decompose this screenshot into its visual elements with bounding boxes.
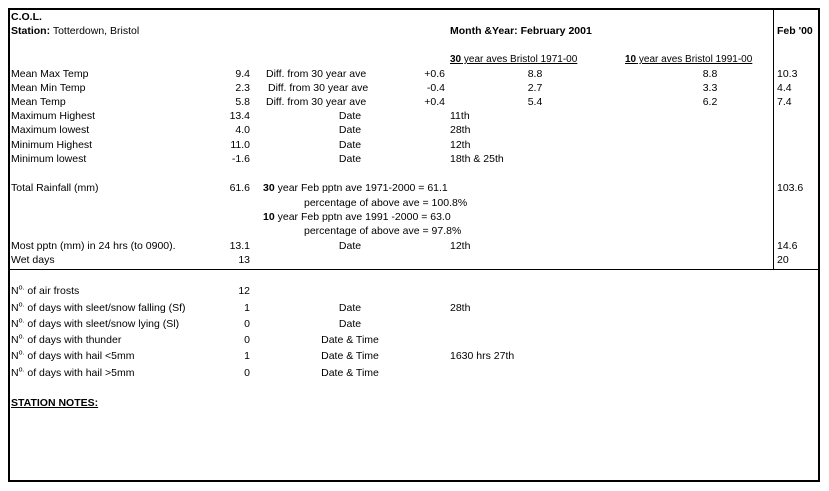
wet-days-prev: 20 xyxy=(777,254,789,266)
diff-label: Diff. from 30 year ave xyxy=(266,68,367,80)
diff-label: Diff. from 30 year ave xyxy=(266,96,367,108)
date-label: Date & Time xyxy=(321,367,379,379)
wet-days-value: 13 xyxy=(238,254,250,266)
extreme-value: -1.6 xyxy=(231,153,250,165)
wet-days-label: Wet days xyxy=(11,254,55,266)
count-text: of days with sleet/snow lying (Sl) xyxy=(24,318,180,330)
extreme-date: 11th xyxy=(450,110,470,122)
diff-value: +0.4 xyxy=(424,96,445,108)
count-date: 1630 hrs 27th xyxy=(450,350,515,362)
prev-year-column-divider xyxy=(773,10,774,269)
ave30-header-number: 30 xyxy=(450,54,462,65)
count-n: N xyxy=(11,334,19,346)
date-label: Date xyxy=(338,240,362,252)
temp-label: Mean Min Temp xyxy=(11,82,86,94)
station-label: Station: xyxy=(11,25,51,37)
count-label xyxy=(11,350,134,363)
most-pptn-value: 13.1 xyxy=(229,240,250,252)
count-value: 1 xyxy=(244,350,250,362)
ave10-header-number: 10 xyxy=(625,54,637,65)
date-label: Date & Time xyxy=(321,334,379,346)
most-pptn-date: 12th xyxy=(450,240,471,252)
count-n: N xyxy=(11,367,19,379)
date-label: Date & Time xyxy=(321,350,379,362)
prev-value: 4.4 xyxy=(777,82,792,94)
rainfall-prev: 103.6 xyxy=(777,182,804,194)
ave30-header xyxy=(450,53,577,66)
count-label xyxy=(11,367,134,380)
extreme-value: 4.0 xyxy=(235,124,250,136)
temp-value: 5.8 xyxy=(235,96,250,108)
count-n: N xyxy=(11,302,19,314)
ave30-value: 5.4 xyxy=(527,96,543,108)
count-label xyxy=(11,334,121,347)
most-pptn-prev: 14.6 xyxy=(777,240,798,252)
ave30-header-text: year aves Bristol 1971-00 xyxy=(461,54,578,65)
count-text: of days with hail >5mm xyxy=(24,367,135,379)
count-text: of air frosts xyxy=(24,285,80,297)
section-divider xyxy=(10,269,818,270)
ave10-value: 3.3 xyxy=(702,82,718,94)
rainfall-pct10: percentage of above ave = 97.8% xyxy=(304,225,462,237)
extreme-value: 11.0 xyxy=(230,139,250,151)
temp-value: 9.4 xyxy=(235,68,250,80)
extreme-label: Minimum Highest xyxy=(11,139,93,151)
date-label: Date xyxy=(338,302,362,314)
count-sup: o. xyxy=(18,333,25,341)
month-year: Month &Year: February 2001 xyxy=(450,25,592,37)
date-label: Date xyxy=(338,110,362,122)
count-n: N xyxy=(11,350,19,362)
rainfall-ave10-number: 10 xyxy=(263,211,275,223)
count-value: 0 xyxy=(244,334,250,346)
weather-report-sheet xyxy=(8,8,820,482)
rainfall-ave30-number: 30 xyxy=(263,182,275,194)
date-label: Date xyxy=(338,318,362,330)
count-sup: o. xyxy=(18,317,25,325)
ave10-value: 6.2 xyxy=(702,96,718,108)
count-label xyxy=(11,285,79,298)
extreme-label: Minimum lowest xyxy=(11,153,87,165)
rainfall-ave10-text: year Feb pptn ave 1991 -2000 = 63.0 xyxy=(274,211,451,223)
rainfall-ave30 xyxy=(263,182,448,195)
station-line xyxy=(11,25,139,38)
count-value: 0 xyxy=(244,318,250,330)
ave10-header xyxy=(625,53,752,66)
count-value: 1 xyxy=(244,302,250,314)
count-date: 28th xyxy=(450,302,471,314)
extreme-date: 28th xyxy=(450,124,471,136)
count-text: of days with sleet/snow falling (Sf) xyxy=(24,302,186,314)
temp-value: 2.3 xyxy=(235,82,250,94)
diff-value: -0.4 xyxy=(426,82,445,94)
count-label xyxy=(11,302,186,315)
count-n: N xyxy=(11,285,19,297)
ave30-value: 2.7 xyxy=(527,82,543,94)
temp-label: Mean Max Temp xyxy=(11,68,89,80)
extreme-label: Maximum lowest xyxy=(11,124,90,136)
extreme-date: 18th & 25th xyxy=(450,153,504,165)
count-text: of days with thunder xyxy=(24,334,122,346)
rainfall-ave10 xyxy=(263,211,451,224)
count-value: 12 xyxy=(238,285,250,297)
rainfall-pct30: percentage of above ave = 100.8% xyxy=(304,197,468,209)
extreme-value: 13.4 xyxy=(229,110,250,122)
diff-value: +0.6 xyxy=(424,68,445,80)
rainfall-value: 61.6 xyxy=(229,182,250,194)
diff-label: Diff. from 30 year ave xyxy=(268,82,369,94)
ave10-header-text: year aves Bristol 1991-00 xyxy=(636,54,753,65)
date-label: Date xyxy=(338,124,362,136)
extreme-date: 12th xyxy=(450,139,471,151)
most-pptn-label: Most pptn (mm) in 24 hrs (to 0900). xyxy=(11,240,176,252)
count-sup: o. xyxy=(18,284,25,292)
rainfall-label: Total Rainfall (mm) xyxy=(11,182,99,194)
count-sup: o. xyxy=(18,349,25,357)
station-name: Totterdown, Bristol xyxy=(52,25,140,37)
count-n: N xyxy=(11,318,19,330)
org-name: C.O.L. xyxy=(11,11,42,23)
count-text: of days with hail <5mm xyxy=(24,350,135,362)
temp-label: Mean Temp xyxy=(11,96,66,108)
count-label xyxy=(11,318,179,331)
rainfall-ave30-text: year Feb pptn ave 1971-2000 = 61.1 xyxy=(274,182,448,194)
prev-value: 10.3 xyxy=(777,68,798,80)
station-notes-title: STATION NOTES: xyxy=(11,397,99,409)
date-label: Date xyxy=(338,139,362,151)
prev-value: 7.4 xyxy=(777,96,792,108)
ave30-value: 8.8 xyxy=(527,68,543,80)
count-sup: o. xyxy=(18,301,25,309)
prev-year-header: Feb '00 xyxy=(777,25,813,37)
ave10-value: 8.8 xyxy=(702,68,718,80)
date-label: Date xyxy=(338,153,362,165)
count-value: 0 xyxy=(244,367,250,379)
count-sup: o. xyxy=(18,366,25,374)
extreme-label: Maximum Highest xyxy=(11,110,96,122)
